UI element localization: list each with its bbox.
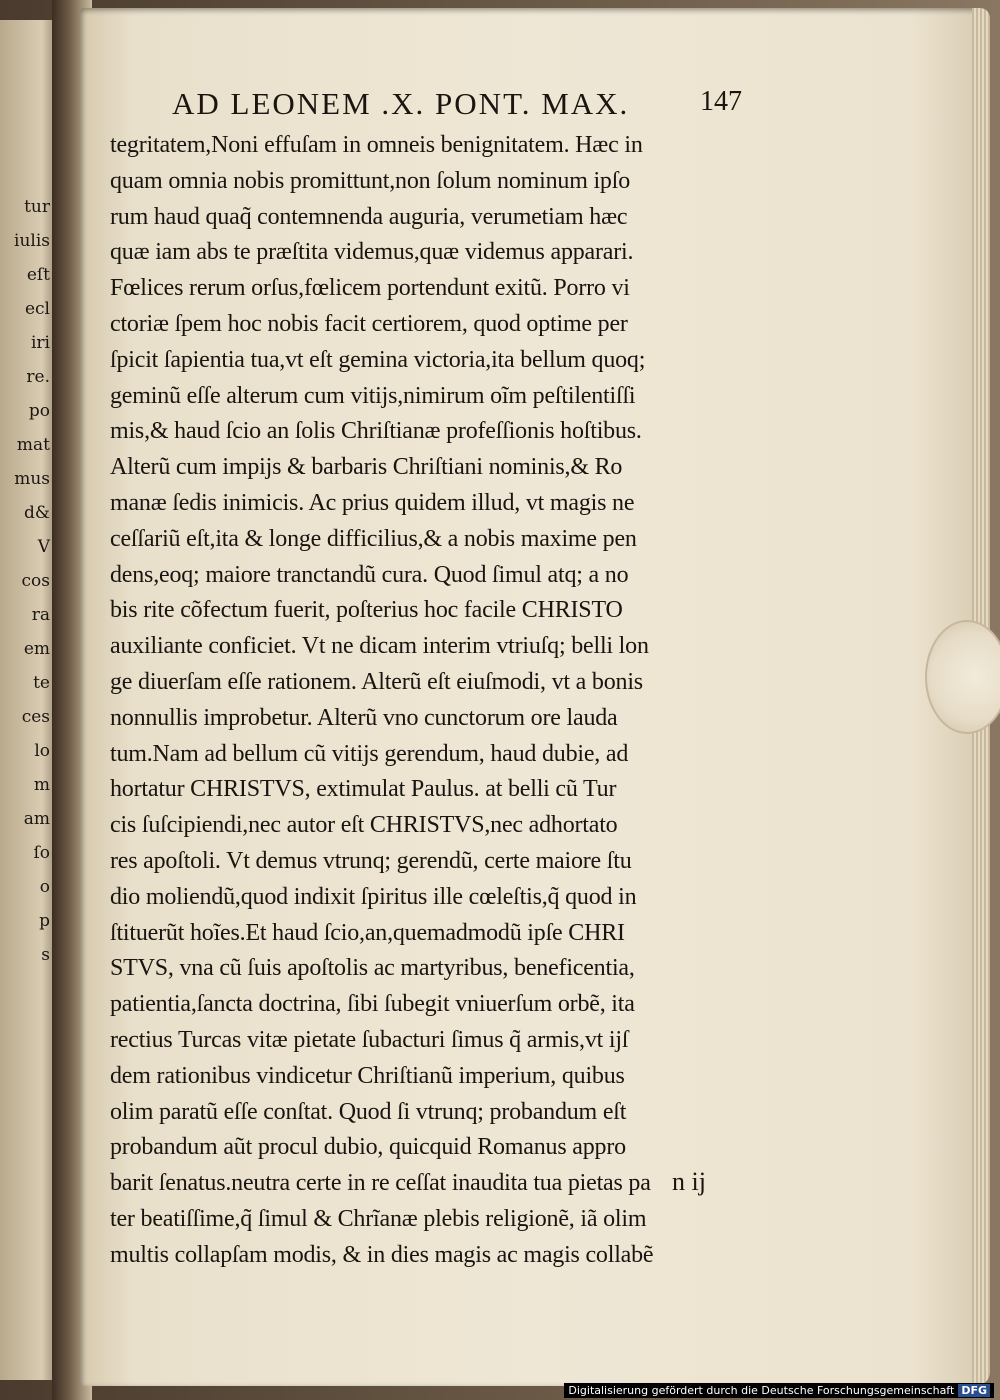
left-page-fragment: o bbox=[39, 877, 50, 897]
left-page-fragment: po bbox=[28, 401, 50, 421]
text-line: res apoſtoli. Vt demus vtrunq; gerendũ, certe maiore ſtu bbox=[110, 847, 632, 874]
left-page-fragment: iri bbox=[30, 333, 50, 353]
running-title: AD LEONEM .X. PONT. MAX. bbox=[172, 86, 630, 121]
text-line: bis rite cõfectum fuerit, poſterius hoc facile CHRISTO bbox=[110, 597, 623, 624]
left-page bbox=[0, 20, 60, 1380]
folio-number: 147 bbox=[700, 86, 742, 117]
text-line: probandum aũt procul dubio, quicquid Romanus appro bbox=[110, 1134, 626, 1161]
text-line: ſpicit ſapientia tua,vt eſt gemina victoria,ita bellum quoq; bbox=[110, 346, 646, 373]
digitization-credit bbox=[564, 1383, 994, 1398]
left-page-fragment: am bbox=[23, 809, 50, 829]
text-line: ſtituerũt hoĩes.Et haud ſcio,an,quemadmodũ ipſe CHRI bbox=[110, 919, 625, 946]
left-page-fragment: mus bbox=[14, 469, 50, 489]
clasp-tab bbox=[925, 620, 1000, 734]
text-line: dem rationibus vindicetur Chriſtianũ imperium, quibus bbox=[110, 1062, 625, 1089]
text-line: tegritatem,Noni effuſam in omneis benignitatem. Hæc in bbox=[110, 132, 643, 158]
left-page-text bbox=[2, 190, 50, 972]
left-page-fragment: ces bbox=[21, 707, 50, 727]
text-line: quæ iam abs te præſtita videmus,quæ videmus apparari. bbox=[110, 239, 634, 266]
text-line: ge diuerſam eſſe rationem. Alterũ eſt eiuſmodi, vt a bonis bbox=[110, 668, 643, 695]
text-line: nonnullis improbetur. Alterũ vno cunctorum ore lauda bbox=[110, 704, 618, 731]
left-page-fragment: p bbox=[39, 911, 50, 931]
left-page-fragment: ecl bbox=[24, 299, 50, 319]
text-line: tum.Nam ad bellum cũ vitijs gerendum, haud dubie, ad bbox=[110, 740, 629, 767]
text-line: STVS, vna cũ ſuis apoſtolis ac martyribus, beneficentia, bbox=[110, 955, 635, 982]
left-page-fragment: ſo bbox=[33, 843, 50, 863]
left-page-fragment: V bbox=[37, 537, 50, 557]
text-line: dens,eoq; maiore tranctandũ cura. Quod ſimul atq; a no bbox=[110, 561, 629, 588]
left-page-fragment: re. bbox=[26, 367, 50, 387]
text-line: ceſſariũ eſt,ita & longe difficilius,& a nobis maxime pen bbox=[110, 525, 637, 552]
text-line: quam omnia nobis promittunt,non ſolum nominum ipſo bbox=[110, 167, 630, 194]
dfg-logo: DFG bbox=[958, 1384, 990, 1397]
left-page-fragment: te bbox=[33, 673, 50, 693]
left-page-fragment: eſt bbox=[26, 265, 50, 285]
text-line: olim paratũ eſſe conſtat. Quod ſi vtrunq; probandum eſt bbox=[110, 1098, 627, 1125]
text-line: Alterũ cum impijs & barbaris Chriſtiani nominis,& Ro bbox=[110, 454, 623, 481]
left-page-fragment: ra bbox=[31, 605, 50, 625]
text-line: Fœlices rerum orſus,fœlicem portendunt exitũ. Porro vi bbox=[110, 275, 630, 302]
left-page-fragment: lo bbox=[34, 741, 50, 761]
text-line: dio moliendũ,quod indixit ſpiritus ille cœleſtis,q̃ quod in bbox=[110, 883, 637, 910]
left-page-fragment: mat bbox=[16, 435, 50, 455]
left-page-fragment: tur bbox=[24, 197, 50, 217]
body-text bbox=[110, 128, 800, 1274]
text-line: ter beatiſſime,q̃ ſimul & Chrĩanæ plebis religionẽ, iã olim bbox=[110, 1205, 647, 1232]
text-line: auxiliante conficiet. Vt ne dicam interim vtriuſq; belli lon bbox=[110, 633, 649, 660]
signature-mark: n ij bbox=[672, 1167, 706, 1196]
text-line: hortatur CHRISTVS, extimulat Paulus. at belli cũ Tur bbox=[110, 776, 617, 803]
text-line: rum haud quaq̃ contemnenda auguria, verumetiam hæc bbox=[110, 203, 628, 230]
text-line: manæ ſedis inimicis. Ac prius quidem illud, vt magis ne bbox=[110, 489, 635, 516]
text-line: ctoriæ ſpem hoc nobis facit certiorem, quod optime per bbox=[110, 310, 628, 337]
left-page-fragment: iulis bbox=[14, 231, 50, 251]
text-line: mis,& haud ſcio an ſolis Chriſtianæ profeſſionis hoſtibus. bbox=[110, 418, 642, 445]
left-page-fragment: cos bbox=[21, 571, 50, 591]
text-line: multis collapſam modis, & in dies magis ac magis collabẽ bbox=[110, 1241, 654, 1268]
left-page-fragment: s bbox=[41, 945, 50, 965]
left-page-fragment: m bbox=[33, 775, 50, 795]
text-line: cis ſuſcipiendi,nec autor eſt CHRISTVS,nec adhortato bbox=[110, 812, 618, 839]
credit-text: Digitalisierung gefördert durch die Deutsche Forschungsgemeinschaft bbox=[568, 1384, 955, 1397]
text-line: rectius Turcas vitæ pietate ſubacturi ſimus q̃ armis,vt ijſ bbox=[110, 1026, 629, 1053]
left-page-fragment: d& bbox=[23, 503, 50, 523]
text-line: geminũ eſſe alterum cum vitijs,nimirum oĩm peſtilentiſſi bbox=[110, 382, 636, 409]
left-page-fragment: em bbox=[23, 639, 50, 659]
text-line: barit ſenatus.neutra certe in re ceſſat inaudita tua pietas pa bbox=[110, 1170, 651, 1197]
text-line: patientia,ſancta doctrina, ſibi ſubegit vniuerſum orbẽ, ita bbox=[110, 991, 635, 1018]
